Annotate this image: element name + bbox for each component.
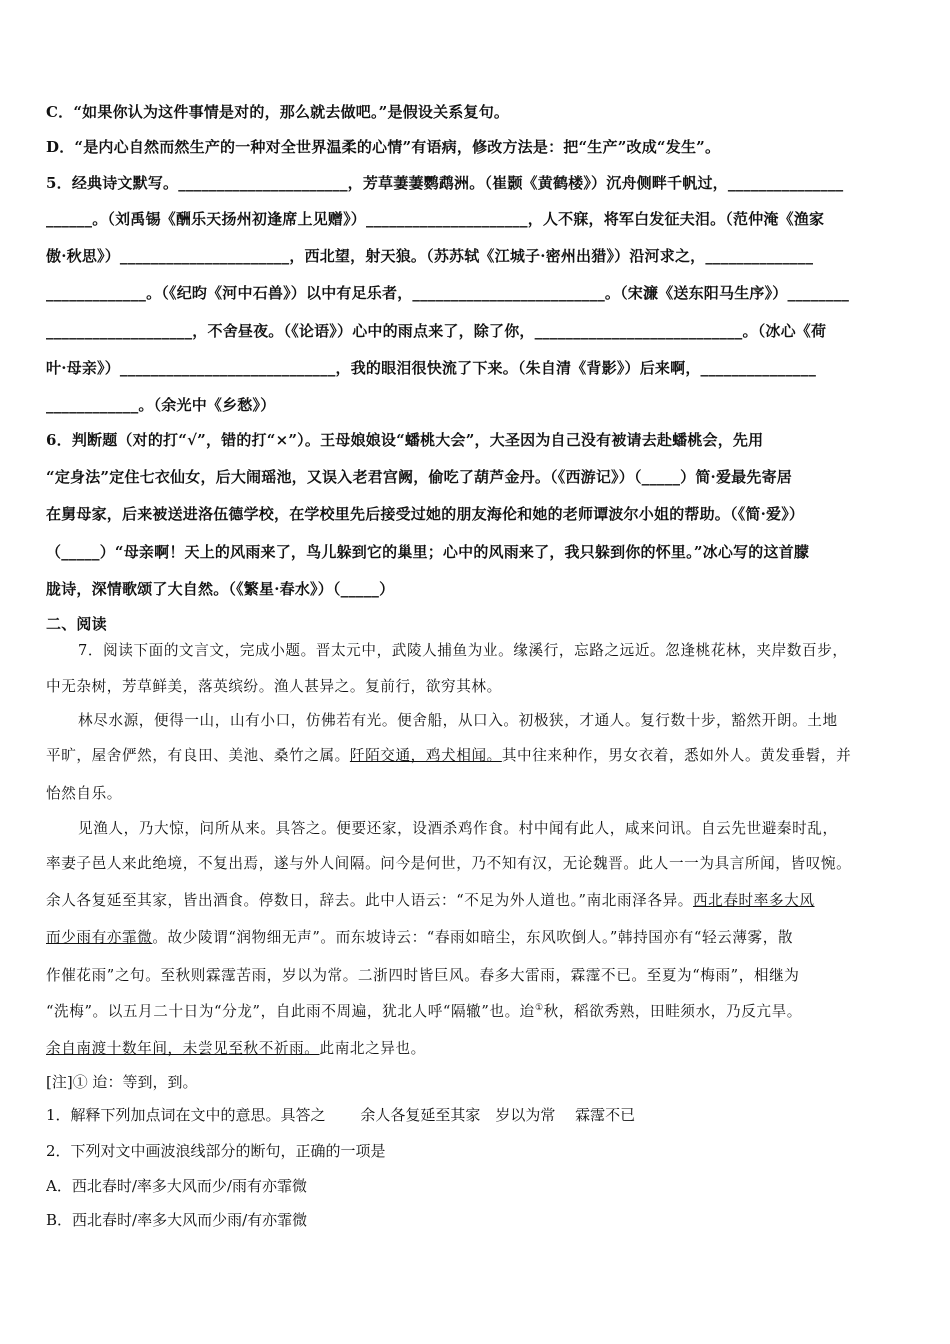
option-a: A．西北春时/率多大风而少/雨有亦霏微 <box>46 1177 307 1195</box>
wavy-underlined-text: 西北春时率多大风 <box>692 892 815 909</box>
passage-text: 秋，稻欲秀熟，田畦须水，乃反亢旱。 <box>543 1003 802 1020</box>
q5-line-1: 5．经典诗文默写。______________________，芳草萋萋鹦鹉洲。（崔颢《黄鹤楼》）沉舟侧畔千帆过，_______________ <box>46 174 844 192</box>
q5-line-6: 叶·母亲》）____________________________，我的眼泪很快流了下来。（朱自清《背影》）后来啊，_______________ <box>46 359 817 377</box>
passage-line-5: 怡然自乐。 <box>46 785 122 802</box>
passage-line-4 <box>46 744 908 765</box>
option-d: D．“是内心自然而然生产的一种对全世界温柔的心情”有语病，修改方法是：把“生产”改成“发生”。 <box>46 138 721 156</box>
passage-text: 。故少陵谓“润物细无声”。而东坡诗云：“春雨如暗尘，东风吹倒人。”韩持国亦有“轻云薄雾，散 <box>152 929 794 946</box>
passage-line-7: 率妻子邑人来此绝境，不复出焉，遂与外人间隔。问今是何世，乃不知有汉，无论魏晋。此人一一为具言所闻，皆叹惋。 <box>46 855 852 872</box>
section-heading-reading: 二、阅读 <box>46 615 107 633</box>
passage-line-10: 作催花雨”之句。至秋则霖霪苦雨，岁以为常。二浙四时皆巨风。春多大雷雨，霖霪不已。至夏为“梅雨”，相继为 <box>46 967 800 984</box>
q6-line-5: 胧诗，深情歌颂了大自然。（《繁星·春水》）（_____） <box>46 580 395 598</box>
passage-text: 此南北之异也。 <box>319 1040 426 1057</box>
q5-line-2: ______。（刘禹锡《酬乐天扬州初逢席上见赠》）_____________________，人不寐，将军白发征夫泪。（范仲淹《渔家 <box>46 210 825 228</box>
q5-line-5: ___________________，不舍昼夜。（《论语》）心中的雨点来了，除了你，___________________________。（冰心《荷 <box>46 322 827 340</box>
passage-line-6: 见渔人，乃大惊，问所从来。具答之。便要还家，设酒杀鸡作食。村中闻有此人，咸来问讯。自云先世避秦时乱， <box>78 820 838 837</box>
q5-line-7: ____________。（余光中《乡愁》） <box>46 396 276 414</box>
q6-line-1: 6．判断题（对的打“√”，错的打“×”）。王母娘娘设“蟠桃大会”，大圣因为自己没有被请去赴蟠桃会，先用 <box>46 431 764 449</box>
footnote: [注]① 迨：等到，到。 <box>46 1073 198 1091</box>
passage-text: 其中往来种作，男女衣着，悉如外人。黄发垂髫，并 <box>501 747 852 764</box>
option-b: B．西北春时/率多大风而少雨/有亦霏微 <box>46 1211 308 1229</box>
passage-text: 平旷，屋舍俨然，有良田、美池、桑竹之属。 <box>46 747 350 764</box>
q6-line-2: “定身法”定住七衣仙女，后大闹瑶池，又误入老君宫阙，偷吃了葫芦金丹。（《西游记》）（_____）简·爱最先寄居 <box>46 468 792 486</box>
passage-text: 余人各复延至其家，皆出酒食。停数日，辞去。此中人语云：“不足为外人道也。”南北雨泽各异。 <box>46 892 693 909</box>
footnote-marker: ① <box>535 1003 544 1014</box>
option-c: C．“如果你认为这件事情是对的，那么就去做吧。”是假设关系复句。 <box>46 103 510 121</box>
subquestion-1: 1．解释下列加点词在文中的意思。具答之 余人各复延至其家 岁以为常 霖霪不已 <box>46 1106 636 1124</box>
passage-line-11 <box>46 1000 908 1021</box>
underlined-sentence: 阡陌交通，鸡犬相闻。 <box>349 747 502 764</box>
q5-line-3: 傲·秋思》）______________________，西北望，射天狼。（苏苏轼《江城子·密州出猎》）沿河求之，______________ <box>46 247 814 265</box>
wavy-underlined-text: 而少雨有亦霏微 <box>46 929 153 946</box>
q5-line-4: _____________。（《纪昀《河中石兽》）以中有足乐者，_________________________。（宋濂《送东阳马生序》）________ <box>46 284 850 302</box>
q6-line-4: （_____）“母亲啊！天上的风雨来了，鸟儿躲到它的巢里；心中的风雨来了，我只躲到你的怀里。”冰心写的这首朦 <box>46 543 810 561</box>
underlined-sentence: 余自南渡十数年间，未尝见至秋不祈雨。 <box>46 1040 320 1057</box>
passage-text: “洗梅”。以五月二十日为“分龙”，自此雨不周遍，犹北人呼“隔辙”也。迨 <box>46 1003 535 1020</box>
q6-line-3: 在舅母家，后来被送进洛伍德学校，在学校里先后接受过她的朋友海伦和她的老师谭波尔小姐的帮助。（《简·爱》） <box>46 505 805 523</box>
subquestion-2: 2．下列对文中画波浪线部分的断句，正确的一项是 <box>46 1142 386 1160</box>
passage-line-9 <box>46 926 908 947</box>
passage-line-1: 7．阅读下面的文言文，完成小题。晋太元中，武陵人捕鱼为业。缘溪行，忘路之远近。忽逢桃花林，夹岸数百步， <box>78 642 848 659</box>
passage-line-12 <box>46 1037 908 1058</box>
passage-line-3: 林尽水源，便得一山，山有小口，仿佛若有光。便舍船，从口入。初极狭，才通人。复行数十步，豁然开朗。土地 <box>78 712 838 729</box>
passage-line-8 <box>46 889 908 910</box>
passage-line-2: 中无杂树，芳草鲜美，落英缤纷。渔人甚异之。复前行，欲穷其林。 <box>46 678 502 695</box>
